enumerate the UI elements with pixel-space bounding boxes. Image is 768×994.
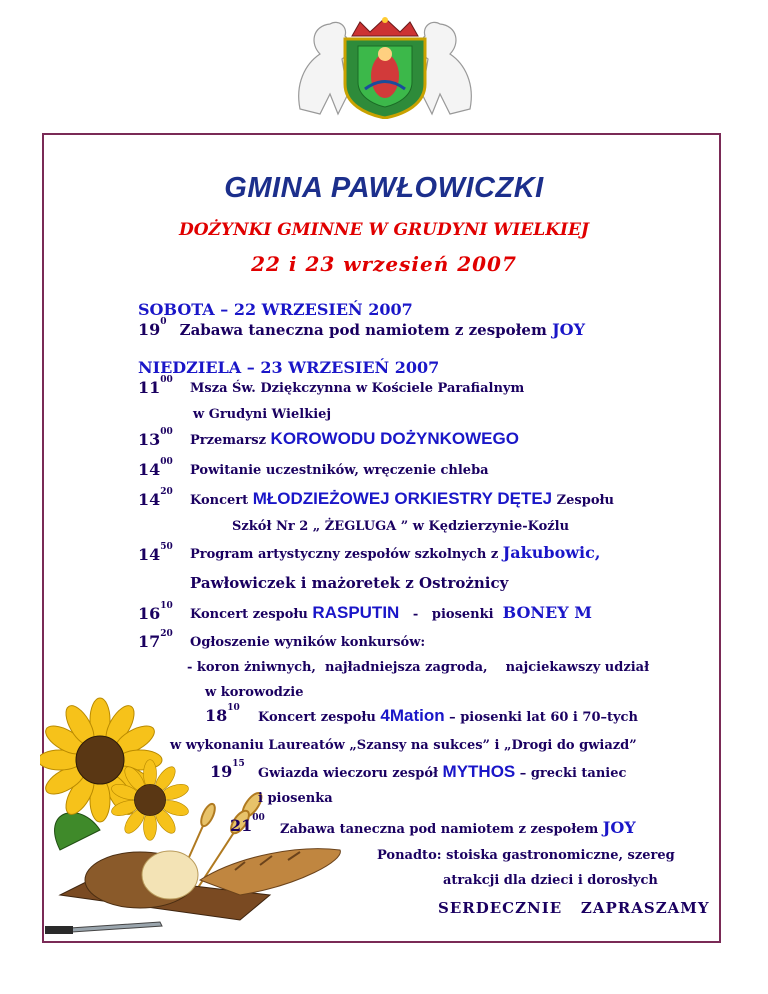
event-time: $14^{50}$ [138,542,173,564]
event-time: $14^{20}$ [138,487,173,509]
event-text: Koncert zespołu RASPUTIN - piosenki BONEY M [190,603,592,622]
event-text: Ogłoszenie wyników konkursów: [190,635,426,650]
event-text-cont: w korowodzie [205,685,304,700]
highlight-name: RASPUTIN [312,603,400,622]
event-time: $14^{00}$ [138,457,173,479]
event-time: $21^{00}$ [230,813,265,835]
event-subtitle: DOŻYNKI GMINNE W GRUDYNI WIELKIEJ [179,220,589,240]
extra-line-1: Ponadto: stoiska gastronomiczne, szereg [377,848,675,863]
saturday-heading: SOBOTA – 22 WRZESIEŃ 2007 [138,300,413,319]
event-text: Koncert zespołu 4Mation – piosenki lat 60 i 70–tych [258,706,638,725]
closing-invitation: SERDECZNIE ZAPRASZAMY [438,899,710,917]
sunday-heading: NIEDZIELA – 23 WRZESIEŃ 2007 [138,358,440,377]
event-text: Zabawa taneczna pod namiotem z zespołem JOY [280,818,636,837]
event-text: Przemarsz KOROWODU DOŻYNKOWEGO [190,429,519,448]
highlight-name: BONEY M [502,603,592,622]
event-text-cont: i piosenka [258,791,333,806]
event-text: Msza Św. Dziękczynna w Kościele Parafialnym [190,381,525,396]
highlight-name: Jakubowic, [502,543,601,562]
event-text-cont: Pawłowiczek i mażoretek z Ostrożnicy [190,574,509,592]
event-text-cont: w wykonaniu Laureatów „Szansy na sukces” i „Drogi do gwiazd” [170,738,637,753]
event-time: $17^{20}$ [138,629,173,651]
highlight-name: MŁODZIEŻOWEJ ORKIESTRY DĘTEJ [252,489,553,508]
extra-line-2: atrakcji dla dzieci i dorosłych [443,873,658,888]
coat-of-arms-emblem [290,14,480,119]
event-time: $16^{10}$ [138,601,173,623]
event-time: $11^{00}$ [138,375,173,397]
event-text: Program artystyczny zespołów szkolnych z Jakubowic, [190,543,601,562]
event-text: Powitanie uczestników, wręczenie chleba [190,463,489,478]
event-time: $18^{10}$ [205,703,240,725]
highlight-name: MYTHOS [442,762,516,781]
event-text: Gwiazda wieczoru zespół MYTHOS – grecki taniec [258,762,627,781]
event-time: $13^{00}$ [138,427,173,449]
event-text-cont: w Grudyni Wielkiej [193,407,332,422]
highlight-name: KOROWODU DOŻYNKOWEGO [270,429,519,448]
event-text-cont: Szkół Nr 2 „ ŻEGLUGA ” w Kędzierzynie-Koźlu [232,519,570,534]
event-dates: 22 i 23 wrzesień 2007 [251,252,517,276]
event-text: Koncert MŁODZIEŻOWEJ ORKIESTRY DĘTEJ Zespołu [190,489,614,508]
event-time: $19^0$ [138,317,167,339]
event-text-cont: - koron żniwnych, najładniejsza zagroda, najciekawszy udział [187,660,650,675]
highlight-name: 4Mation [380,706,445,725]
highlight-name: JOY [602,818,636,837]
page-title: GMINA PAWŁOWICZKI [224,172,544,204]
event-time: $19^{15}$ [210,759,245,781]
saturday-event: $19^0$ Zabawa taneczna pod namiotem z zespołem JOY [138,317,586,339]
